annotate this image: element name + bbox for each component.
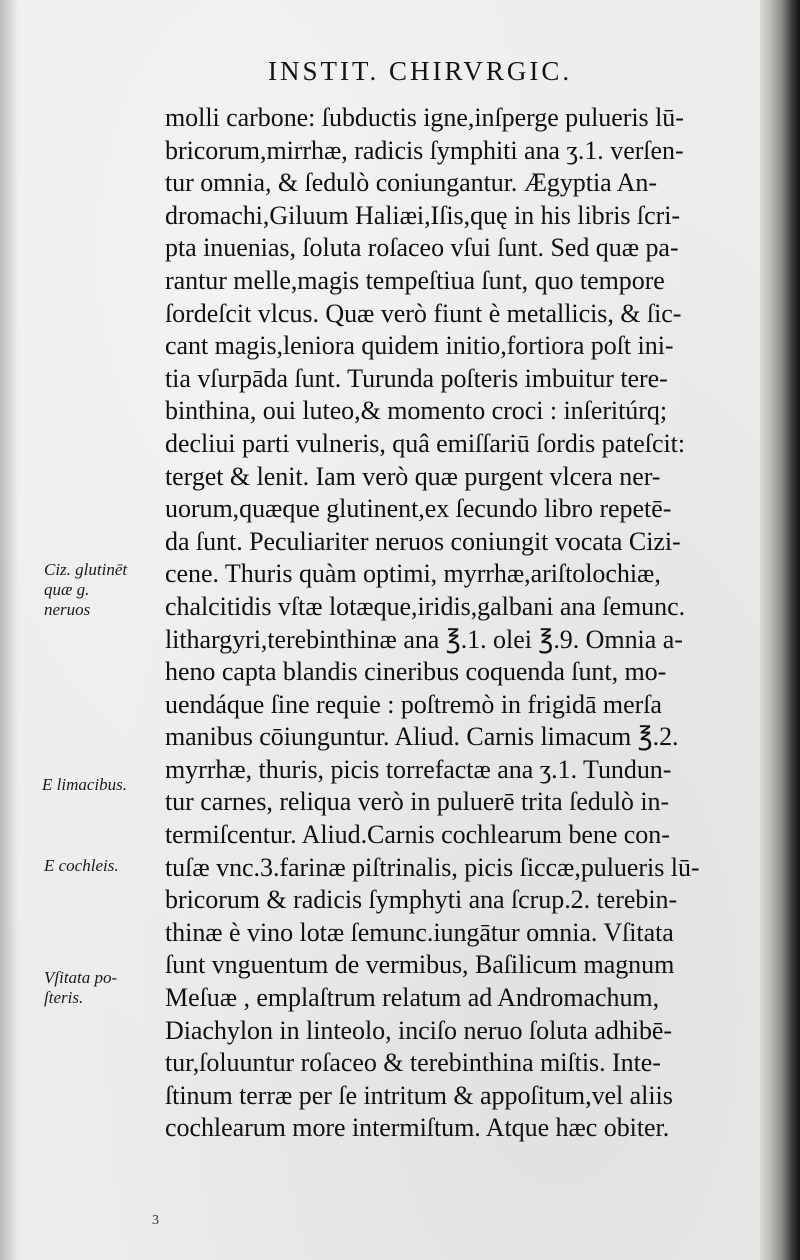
running-head: INSTIT. CHIRVRGIC. (268, 56, 573, 86)
text-line: ſordeſcit vlcus. Quæ verò fiunt è metallicis, & ſic- (165, 298, 682, 328)
gutter-shadow (0, 0, 18, 1260)
text-line: tia vſurpāda ſunt. Turunda poſteris imbuitur tere- (165, 363, 668, 393)
text-line: da ſunt. Peculiariter neruos coniungit vocata Cizi- (165, 526, 681, 556)
text-line: manibus cōiunguntur. Aliud. Carnis limacum ℥.2. (165, 722, 679, 752)
text-line: thinæ è vino lotæ ſemunc.iungātur omnia. Vſitata (165, 917, 674, 947)
text-line: cant magis,leniora quidem initio,fortiora poſt ini- (165, 331, 674, 361)
text-line: binthina, oui luteo,& momento croci : inſeritúrq; (165, 396, 668, 426)
text-line: chalcitidis vſtæ lotæque,iridis,galbani ana ſemunc. (165, 591, 686, 621)
text-line: molli carbone: ſubductis igne,inſperge pulueris lū- (165, 103, 684, 132)
marginal-line: E cochleis. (44, 856, 119, 875)
marginal-line: neruos (44, 600, 91, 619)
text-line: terget & lenit. Iam verò quæ purgent vlcera ner- (165, 461, 661, 491)
text-line: tur omnia, & ſedulò coniungantur. Ægyptia An- (165, 168, 657, 198)
marginal-note-vsitata (44, 968, 117, 1008)
text-line: Diachylon in linteolo, inciſo neruo ſoluta adhibē- (165, 1015, 673, 1045)
marginal-line: Vſitata po- (44, 968, 118, 987)
text-line: tur carnes, reliqua verò in puluerē trita ſedulò in- (165, 787, 670, 817)
text-line: tuſæ vnc.3.farinæ piſtrinalis, picis ſiccæ,pulueris lū- (165, 852, 700, 882)
text-line: bricorum & radicis ſymphyti ana ſcrup.2. terebin- (165, 885, 678, 915)
text-line: myrrhæ, thuris, picis torrefactæ ana ʒ.1. Tundun- (165, 754, 672, 784)
text-line: Meſuæ , emplaſtrum relatum ad Andromachum, (165, 983, 660, 1013)
text-line: cene. Thuris quàm optimi, myrrhæ,ariſtolochiæ, (165, 559, 661, 589)
text-line: tur,ſoluuntur roſaceo & terebinthina miſtis. Inte- (165, 1048, 661, 1078)
text-line: cochlearum more intermiſtum. Atque hæc obiter. (165, 1113, 670, 1143)
text-line: lithargyri,terebinthinæ ana ℥.1. olei ℥.9. Omnia a- (165, 624, 683, 654)
text-line: heno capta blandis cineribus coquenda ſunt, mo- (165, 657, 667, 687)
text-line: dromachi,Giluum Haliæi,Iſis,quę in his libris ſcri- (165, 200, 681, 230)
marginal-note-cizicene (44, 560, 127, 620)
text-line: uendáque ſine requie : poſtremò in frigidā merſa (165, 689, 662, 719)
marginal-line: Ciz. glutinēt (44, 560, 128, 579)
text-line: ſunt vnguentum de vermibus, Baſilicum magnum (165, 950, 675, 980)
marginal-line: E limacibus. (42, 775, 127, 794)
text-line: pta inuenias, ſoluta roſaceo vſui ſunt. Sed quæ pa- (165, 233, 679, 263)
marginal-line: quæ g. (44, 580, 90, 599)
text-line: uorum,quæque glutinent,ex ſecundo libro repetē- (165, 494, 672, 524)
page-edge (760, 0, 800, 1260)
text-line: decliui parti vulneris, quâ emiſſariū ſordis pateſcit: (165, 428, 686, 458)
footer-mark: 3 (152, 1213, 159, 1228)
text-line: termiſcentur. Aliud.Carnis cochlearum bene con- (165, 820, 670, 850)
marginal-line: ſteris. (44, 988, 84, 1007)
text-line: ſtinum terræ per ſe intritum & appoſitum,vel aliis (165, 1080, 673, 1110)
text-line: bricorum,mirrhæ, radicis ſymphiti ana ʒ.1. verſen- (165, 135, 684, 165)
main-text-block (165, 102, 745, 1145)
marginal-note-limacibus (42, 775, 127, 795)
marginal-note-cochleis (44, 856, 119, 876)
text-line: rantur melle,magis tempeſtiua ſunt, quo tempore (165, 265, 665, 295)
